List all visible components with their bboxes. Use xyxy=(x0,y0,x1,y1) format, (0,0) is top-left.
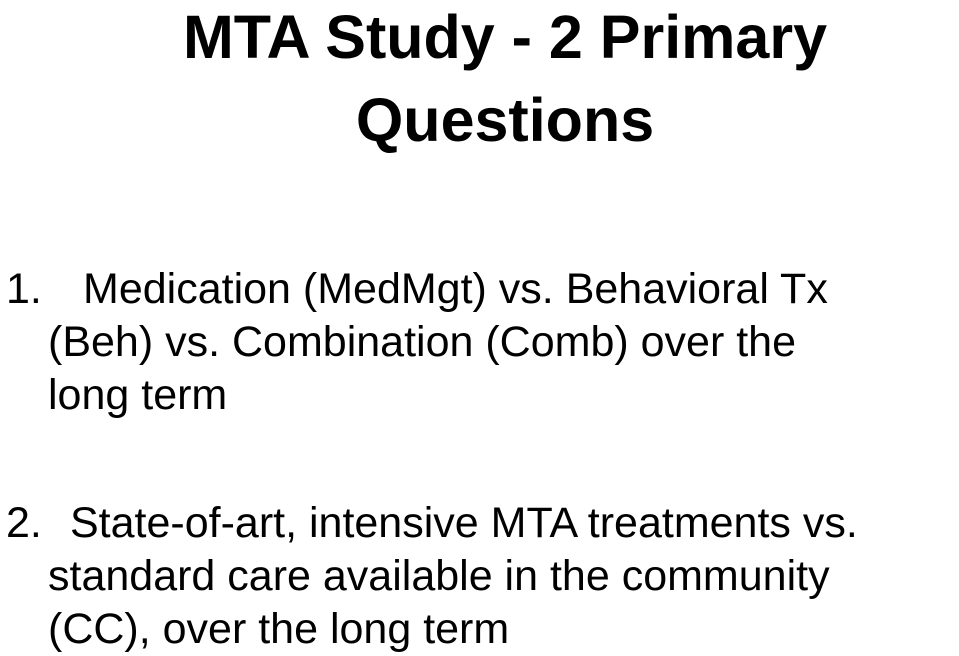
question-1-text-line-2: (Beh) vs. Combination (Comb) over the xyxy=(48,318,797,366)
question-2-number: 2. xyxy=(6,499,42,547)
slide-title xyxy=(0,0,959,162)
question-2-text-line-3: (CC), over the long term xyxy=(48,605,510,653)
question-1-line-1 xyxy=(0,263,959,316)
question-2-line-1 xyxy=(0,497,959,550)
slide-title-line-1: MTA Study - 2 Primary xyxy=(182,3,827,71)
question-1-text-line-1: Medication (MedMgt) vs. Behavioral Tx xyxy=(83,265,828,313)
question-item-1 xyxy=(0,263,959,422)
question-1-text-line-3: long term xyxy=(48,371,228,419)
question-item-2 xyxy=(0,497,959,656)
slide-title-line-2: Questions xyxy=(355,86,655,154)
question-2-text-line-2: standard care available in the community xyxy=(48,552,830,600)
question-1-number: 1. xyxy=(6,265,42,313)
question-2-text-line-1: State-of-art, intensive MTA treatments vs. xyxy=(70,499,858,547)
